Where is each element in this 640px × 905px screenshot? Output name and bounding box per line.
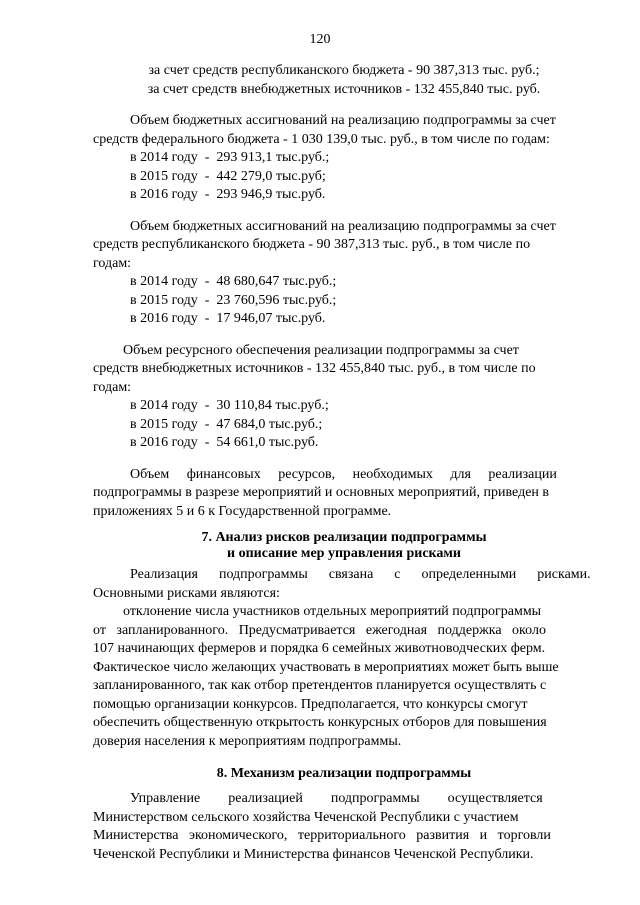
extra-year-2016: в 2016 году - 54 661,0 тыс.руб.	[130, 435, 319, 450]
resources-line-2: подпрограммы в разрезе мероприятий и основных мероприятий, приведен в	[93, 485, 550, 500]
extra-line-3: годам:	[93, 379, 132, 395]
risk-para-2-line-1: отклонение числа участников отдельных мероприятий подпрограммы	[123, 604, 542, 619]
republic-year-2015: в 2015 году - 23 760,596 тыс.руб.;	[130, 292, 337, 308]
section-7-title-line-1: 7. Анализ рисков реализации подпрограммы	[201, 530, 487, 545]
federal-year-2015: в 2015 году - 442 279,0 тыс.руб;	[130, 168, 326, 184]
extra-year-2014: в 2014 году - 30 110,84 тыс.руб.;	[130, 398, 329, 413]
extra-line-2: средств внебюджетных источников - 132 455,840 тыс. руб., в том числе по	[93, 361, 536, 376]
intro-line-1: за счет средств республиканского бюджета - 90 387,313 тыс. руб.;	[148, 63, 540, 78]
mechanism-line-2: Министерством сельского хозяйства Чеченской Республики с участием	[93, 809, 519, 825]
mechanism-line-4: Чеченской Республики и Министерства финансов Чеченской Республики.	[93, 846, 534, 862]
resources-line-3: приложениях 5 и 6 к Государственной программе.	[93, 503, 392, 519]
risk-para-1-line-1: Реализация подпрограммы связана с определенными рисками.	[130, 567, 591, 582]
risk-para-2-line-5: запланированного, так как отбор претендентов планируется осуществлять с	[93, 678, 547, 693]
extra-line-1: Объем ресурсного обеспечения реализации подпрограммы за счет	[123, 342, 519, 358]
republic-year-2014: в 2014 году - 48 680,647 тыс.руб.;	[130, 274, 337, 289]
risk-para-2-line-6: помощью организации конкурсов. Предполагается, что конкурсы смогут	[93, 696, 528, 712]
republic-year-2016: в 2016 году - 17 946,07 тыс.руб.	[130, 311, 326, 326]
resources-line-1: Объем финансовых ресурсов, необходимых для реализации	[130, 466, 557, 482]
republic-line-2: средств республиканского бюджета - 90 387,313 тыс. руб., в том числе по	[93, 237, 531, 252]
risk-para-2-line-2: от запланированного. Предусматривается ежегодная поддержка около	[93, 622, 546, 638]
republic-line-3: годам:	[93, 255, 132, 271]
intro-line-2: за счет средств внебюджетных источников - 132 455,840 тыс. руб.	[147, 81, 541, 97]
extra-year-2015: в 2015 году - 47 684,0 тыс.руб.;	[130, 416, 323, 432]
document-body	[93, 62, 595, 864]
federal-year-2016: в 2016 году - 293 946,9 тыс.руб.	[130, 187, 326, 202]
federal-line-2: средств федерального бюджета - 1 030 139,0 тыс. руб., в том числе по годам:	[93, 131, 550, 147]
risk-para-1-line-2: Основными рисками являются:	[93, 585, 280, 601]
risk-para-2-line-4: Фактическое число желающих участвовать в мероприятиях может быть выше	[93, 659, 559, 675]
federal-line-1: Объем бюджетных ассигнований на реализацию подпрограммы за счет	[130, 113, 556, 128]
federal-year-2014: в 2014 году - 293 913,1 тыс.руб.;	[130, 150, 330, 165]
section-7-title-line-2: и описание мер управления рисками	[227, 546, 461, 561]
mechanism-line-1: Управление реализацией подпрограммы осуществляется	[130, 791, 543, 806]
mechanism-line-3: Министерства экономического, территориального развития и торговли	[93, 828, 551, 843]
page-number: 120	[309, 32, 331, 47]
section-8-title: 8. Механизм реализации подпрограммы	[216, 766, 472, 781]
risk-para-2-line-3: 107 начинающих фермеров и порядка 6 семейных животноводческих ферм.	[93, 641, 546, 656]
risk-para-2-line-7: обеспечить общественную открытость конкурсных отборов для повышения	[93, 715, 547, 730]
risk-para-2-line-8: доверия населения к мероприятиям подпрограммы.	[93, 733, 402, 749]
republic-line-1: Объем бюджетных ассигнований на реализацию подпрограммы за счет	[130, 218, 556, 234]
